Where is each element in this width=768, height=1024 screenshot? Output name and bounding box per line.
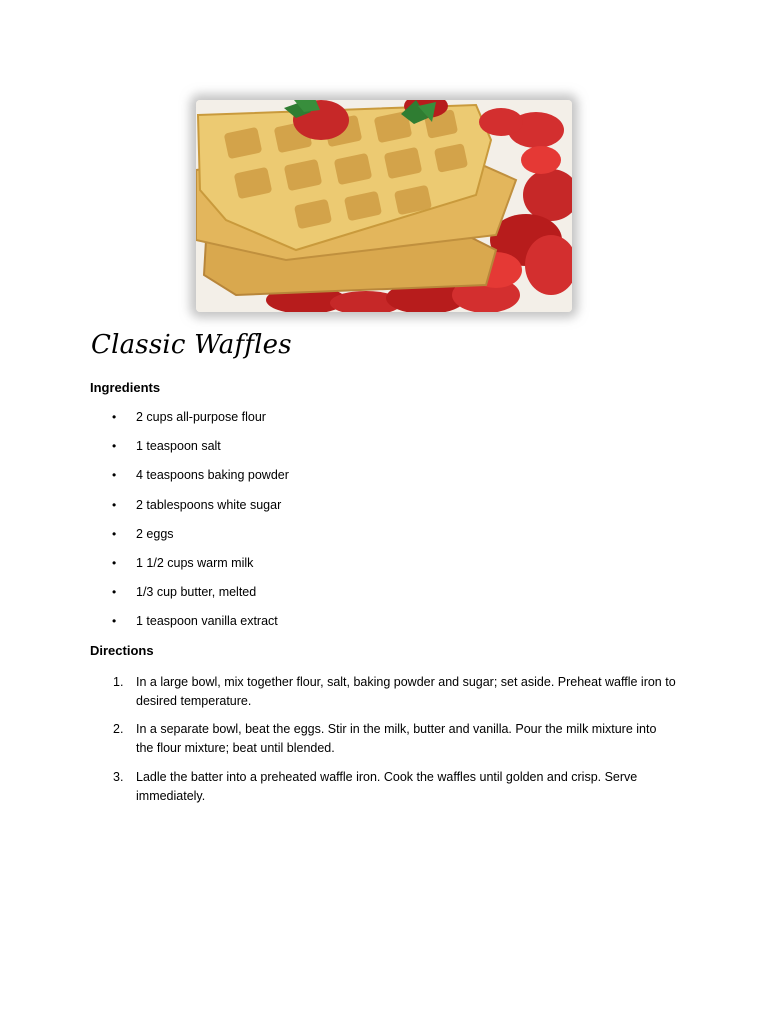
bullet-icon: • (112, 497, 117, 512)
direction-step (0, 768, 768, 808)
bullet-icon: • (112, 555, 117, 570)
ingredient-text: 4 teaspoons baking powder (136, 468, 289, 483)
step-text: Ladle the batter into a preheated waffle iron. Cook the waffles until golden and crisp. Serve immediately. (136, 770, 638, 803)
ingredient-text: 2 cups all-purpose flour (136, 410, 266, 424)
ingredient-text: 1 teaspoon vanilla extract (136, 614, 278, 629)
step-number: 1. (113, 675, 124, 689)
step-number: 3. (113, 770, 124, 784)
step-text: In a separate bowl, beat the eggs. Stir in the milk, butter and vanilla. Pour the milk mixture into the flour mixture; beat until blended. (136, 722, 657, 755)
directions-heading: Directions (90, 643, 154, 658)
step-number: 2. (113, 722, 124, 736)
direction-list (0, 673, 768, 808)
waffles-photo (196, 100, 572, 312)
ingredient-text: 1 teaspoon salt (136, 439, 221, 454)
ingredient-text: 2 eggs (136, 526, 174, 541)
ingredient-text: 1/3 cup butter, melted (136, 585, 257, 600)
bullet-icon: • (112, 468, 117, 483)
bullet-icon: • (112, 410, 117, 424)
direction-step (0, 673, 768, 720)
bullet-icon: • (112, 439, 117, 454)
ingredient-text: 2 tablespoons white sugar (136, 497, 282, 512)
ingredients-heading: Ingredients (90, 380, 161, 395)
bullet-icon: • (112, 585, 117, 600)
ingredient-text: 1 1/2 cups warm milk (136, 555, 254, 570)
direction-step (0, 720, 768, 768)
recipe-title: Classic Waffles (91, 330, 292, 360)
bullet-icon: • (112, 614, 117, 629)
bullet-icon: • (112, 526, 117, 541)
waffles-illustration (196, 100, 572, 312)
step-text: In a large bowl, mix together flour, salt, baking powder and sugar; set aside. Preheat waffle iron to desired temperature. (136, 675, 676, 708)
